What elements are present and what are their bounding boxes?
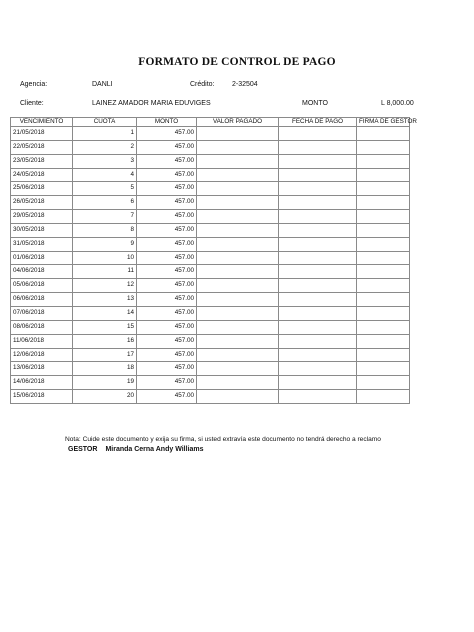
valor-pagado-cell	[197, 182, 279, 196]
fecha-de-pago-cell	[279, 127, 357, 141]
firma-de-gestor-cell	[357, 390, 410, 404]
gestor-label: GESTOR	[68, 446, 98, 453]
table-row	[11, 265, 410, 279]
monto-label: MONTO	[302, 100, 328, 107]
firma-de-gestor-cell	[357, 251, 410, 265]
agencia-value: DANLI	[92, 81, 113, 88]
fecha-de-pago-cell	[279, 362, 357, 376]
table-row	[11, 362, 410, 376]
firma-de-gestor-cell	[357, 362, 410, 376]
fecha-de-pago-cell	[279, 154, 357, 168]
header-valor-pagado: VALOR PAGADO	[197, 118, 279, 127]
valor-pagado-cell	[197, 376, 279, 390]
monto-cell: 457.00	[137, 265, 197, 279]
table-row	[11, 182, 410, 196]
gestor-line	[68, 446, 212, 453]
table-row	[11, 306, 410, 320]
cuota-cell: 11	[73, 265, 137, 279]
vencimiento-cell: 31/05/2018	[11, 237, 73, 251]
table-row	[11, 237, 410, 251]
valor-pagado-cell	[197, 362, 279, 376]
header-firma-de-gestor: FIRMA DE GESTOR	[357, 118, 410, 127]
vencimiento-cell: 04/06/2018	[11, 265, 73, 279]
vencimiento-cell: 29/05/2018	[11, 210, 73, 224]
vencimiento-cell: 30/05/2018	[11, 223, 73, 237]
cuota-cell: 10	[73, 251, 137, 265]
table-row	[11, 390, 410, 404]
table-row	[11, 251, 410, 265]
vencimiento-cell: 15/06/2018	[11, 390, 73, 404]
valor-pagado-cell	[197, 265, 279, 279]
footer-note: Nota: Cuide este documento y exija su firma, si usted extravía este documento no tendrá derecho a reclamo	[65, 436, 381, 443]
monto-cell: 457.00	[137, 237, 197, 251]
credito-label: Crédito:	[190, 81, 215, 88]
fecha-de-pago-cell	[279, 182, 357, 196]
header-cuota: CUOTA	[73, 118, 137, 127]
cuota-cell: 7	[73, 210, 137, 224]
monto-cell: 457.00	[137, 279, 197, 293]
credito-value: 2-32504	[232, 81, 258, 88]
gestor-name: Miranda Cerna Andy Williams	[105, 446, 204, 453]
monto-cell: 457.00	[137, 306, 197, 320]
fecha-de-pago-cell	[279, 196, 357, 210]
firma-de-gestor-cell	[357, 140, 410, 154]
cuota-cell: 19	[73, 376, 137, 390]
fecha-de-pago-cell	[279, 320, 357, 334]
vencimiento-cell: 21/05/2018	[11, 127, 73, 141]
valor-pagado-cell	[197, 140, 279, 154]
valor-pagado-cell	[197, 237, 279, 251]
firma-de-gestor-cell	[357, 348, 410, 362]
valor-pagado-cell	[197, 293, 279, 307]
header-vencimiento: VENCIMIENTO	[11, 118, 73, 127]
cuota-cell: 17	[73, 348, 137, 362]
firma-de-gestor-cell	[357, 210, 410, 224]
table-row	[11, 320, 410, 334]
vencimiento-cell: 14/06/2018	[11, 376, 73, 390]
fecha-de-pago-cell	[279, 390, 357, 404]
valor-pagado-cell	[197, 168, 279, 182]
cuota-cell: 13	[73, 293, 137, 307]
monto-cell: 457.00	[137, 251, 197, 265]
firma-de-gestor-cell	[357, 334, 410, 348]
cuota-cell: 8	[73, 223, 137, 237]
document-title: FORMATO DE CONTROL DE PAGO	[138, 56, 336, 68]
cuota-cell: 14	[73, 306, 137, 320]
header-fecha-de-pago: FECHA DE PAGO	[279, 118, 357, 127]
firma-de-gestor-cell	[357, 306, 410, 320]
fecha-de-pago-cell	[279, 376, 357, 390]
fecha-de-pago-cell	[279, 251, 357, 265]
vencimiento-cell: 11/06/2018	[11, 334, 73, 348]
valor-pagado-cell	[197, 334, 279, 348]
monto-cell: 457.00	[137, 293, 197, 307]
cuota-cell: 9	[73, 237, 137, 251]
monto-cell: 457.00	[137, 168, 197, 182]
table-row	[11, 376, 410, 390]
vencimiento-cell: 13/06/2018	[11, 362, 73, 376]
monto-cell: 457.00	[137, 154, 197, 168]
table-row	[11, 279, 410, 293]
firma-de-gestor-cell	[357, 293, 410, 307]
firma-de-gestor-cell	[357, 320, 410, 334]
monto-value: L 8,000.00	[381, 100, 414, 107]
vencimiento-cell: 25/06/2018	[11, 182, 73, 196]
table-row	[11, 348, 410, 362]
fecha-de-pago-cell	[279, 168, 357, 182]
table-row	[11, 210, 410, 224]
valor-pagado-cell	[197, 196, 279, 210]
payment-control-table	[10, 117, 417, 404]
valor-pagado-cell	[197, 251, 279, 265]
valor-pagado-cell	[197, 154, 279, 168]
cuota-cell: 1	[73, 127, 137, 141]
vencimiento-cell: 07/06/2018	[11, 306, 73, 320]
cuota-cell: 2	[73, 140, 137, 154]
vencimiento-cell: 06/06/2018	[11, 293, 73, 307]
vencimiento-cell: 23/05/2018	[11, 154, 73, 168]
valor-pagado-cell	[197, 348, 279, 362]
monto-cell: 457.00	[137, 127, 197, 141]
table-row	[11, 154, 410, 168]
firma-de-gestor-cell	[357, 237, 410, 251]
agencia-label: Agencia:	[20, 81, 48, 88]
monto-cell: 457.00	[137, 182, 197, 196]
firma-de-gestor-cell	[357, 265, 410, 279]
vencimiento-cell: 26/05/2018	[11, 196, 73, 210]
fecha-de-pago-cell	[279, 223, 357, 237]
table-row	[11, 140, 410, 154]
vencimiento-cell: 05/06/2018	[11, 279, 73, 293]
fecha-de-pago-cell	[279, 306, 357, 320]
firma-de-gestor-cell	[357, 279, 410, 293]
firma-de-gestor-cell	[357, 376, 410, 390]
table-row	[11, 223, 410, 237]
fecha-de-pago-cell	[279, 279, 357, 293]
fecha-de-pago-cell	[279, 348, 357, 362]
vencimiento-cell: 01/06/2018	[11, 251, 73, 265]
fecha-de-pago-cell	[279, 265, 357, 279]
monto-cell: 457.00	[137, 362, 197, 376]
valor-pagado-cell	[197, 223, 279, 237]
vencimiento-cell: 08/06/2018	[11, 320, 73, 334]
firma-de-gestor-cell	[357, 223, 410, 237]
table-row	[11, 293, 410, 307]
table-body	[11, 127, 410, 404]
monto-cell: 457.00	[137, 320, 197, 334]
fecha-de-pago-cell	[279, 334, 357, 348]
monto-cell: 457.00	[137, 390, 197, 404]
cliente-label: Cliente:	[20, 100, 44, 107]
fecha-de-pago-cell	[279, 210, 357, 224]
table-row	[11, 127, 410, 141]
cuota-cell: 3	[73, 154, 137, 168]
cuota-cell: 12	[73, 279, 137, 293]
fecha-de-pago-cell	[279, 237, 357, 251]
firma-de-gestor-cell	[357, 196, 410, 210]
valor-pagado-cell	[197, 320, 279, 334]
monto-cell: 457.00	[137, 196, 197, 210]
table-row	[11, 168, 410, 182]
valor-pagado-cell	[197, 127, 279, 141]
firma-de-gestor-cell	[357, 168, 410, 182]
firma-de-gestor-cell	[357, 154, 410, 168]
monto-cell: 457.00	[137, 223, 197, 237]
monto-cell: 457.00	[137, 376, 197, 390]
monto-cell: 457.00	[137, 348, 197, 362]
table-row	[11, 196, 410, 210]
vencimiento-cell: 24/05/2018	[11, 168, 73, 182]
monto-cell: 457.00	[137, 210, 197, 224]
cuota-cell: 16	[73, 334, 137, 348]
cuota-cell: 18	[73, 362, 137, 376]
vencimiento-cell: 22/05/2018	[11, 140, 73, 154]
cuota-cell: 20	[73, 390, 137, 404]
monto-cell: 457.00	[137, 140, 197, 154]
cuota-cell: 5	[73, 182, 137, 196]
cuota-cell: 6	[73, 196, 137, 210]
cuota-cell: 15	[73, 320, 137, 334]
fecha-de-pago-cell	[279, 140, 357, 154]
table-row	[11, 334, 410, 348]
table-header-row	[11, 118, 410, 127]
fecha-de-pago-cell	[279, 293, 357, 307]
firma-de-gestor-cell	[357, 127, 410, 141]
valor-pagado-cell	[197, 210, 279, 224]
valor-pagado-cell	[197, 390, 279, 404]
cuota-cell: 4	[73, 168, 137, 182]
cliente-value: LAINEZ AMADOR MARIA EDUVIGES	[92, 100, 211, 107]
valor-pagado-cell	[197, 279, 279, 293]
header-monto: MONTO	[137, 118, 197, 127]
valor-pagado-cell	[197, 306, 279, 320]
firma-de-gestor-cell	[357, 182, 410, 196]
monto-cell: 457.00	[137, 334, 197, 348]
vencimiento-cell: 12/06/2018	[11, 348, 73, 362]
